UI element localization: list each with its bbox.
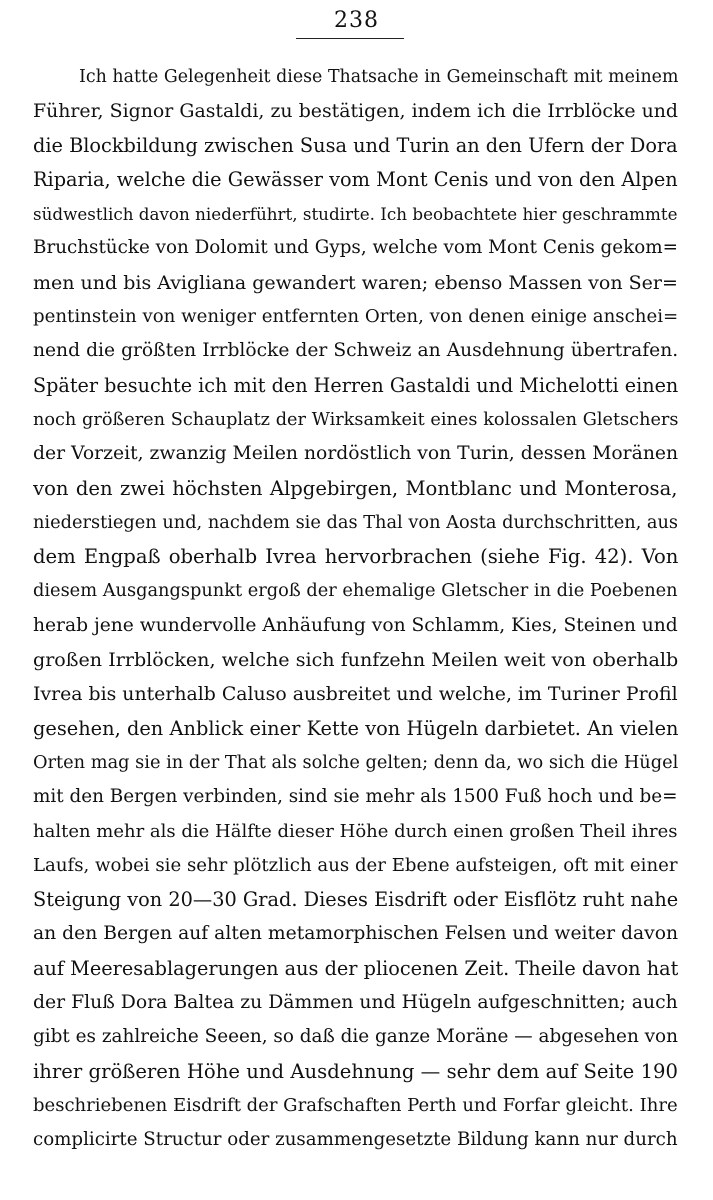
text-line: nend die größten Irrblöcke der Schweiz an Ausdehnung übertrafen. <box>33 340 678 362</box>
page-number: 238 <box>334 8 379 33</box>
text-line: Später besuchte ich mit den Herren Gastaldi und Michelotti einen <box>33 373 678 397</box>
text-line: gesehen, den Anblick einer Kette von Hügeln darbietet. An vielen <box>33 716 678 740</box>
text-line: großen Irrblöcken, welche sich funfzehn Meilen weit von oberhalb <box>33 649 678 672</box>
text-line: Ich hatte Gelegenheit diese Thatsache in Gemeinschaft mit meinem <box>79 67 678 87</box>
text-line: Führer, Signor Gastaldi, zu bestätigen, indem ich die Irrblöcke und <box>33 100 678 123</box>
text-line: gibt es zahlreiche Seeen, so daß die ganze Moräne — abgesehen von <box>33 1026 678 1048</box>
text-line: Riparia, welche die Gewässer vom Mont Cenis und von den Alpen <box>33 167 678 191</box>
text-line: halten mehr als die Hälfte dieser Höhe durch einen großen Theil ihres <box>33 820 678 842</box>
header-rule <box>296 38 404 39</box>
text-line: die Blockbildung zwischen Susa und Turin an den Ufern der Dora <box>33 133 678 157</box>
text-line: men und bis Avigliana gewandert waren; ebenso Massen von Ser= <box>33 271 678 294</box>
text-line: Laufs, wobei sie sehr plötzlich aus der Ebene aufsteigen, oft mit einer <box>33 854 678 876</box>
text-line: pentinstein von weniger entfernten Orten, von denen einige anschei= <box>33 306 678 328</box>
text-line: Bruchstücke von Dolomit und Gyps, welche vom Mont Cenis gekom= <box>33 237 678 259</box>
text-line: complicirte Structur oder zusammengesetzte Bildung kann nur durch <box>33 1129 678 1151</box>
body-text <box>33 60 678 1158</box>
text-line: der Fluß Dora Baltea zu Dämmen und Hügeln aufgeschnitten; auch <box>33 992 678 1014</box>
text-line: an den Bergen auf alten metamorphischen Felsen und weiter davon <box>33 923 678 945</box>
text-line: von den zwei höchsten Alpgebirgen, Montblanc und Monterosa, <box>33 476 678 500</box>
text-line: niederstiegen und, nachdem sie das Thal von Aosta durchschritten, aus <box>33 512 678 533</box>
text-line: südwestlich davon niederführt, studirte. Ich beobachtete hier geschrammte <box>33 204 678 225</box>
text-line: der Vorzeit, zwanzig Meilen nordöstlich von Turin, dessen Moränen <box>33 443 678 465</box>
text-line: auf Meeresablagerungen aus der pliocenen Zeit. Theile davon hat <box>33 956 678 980</box>
text-line: diesem Ausgangspunkt ergoß der ehemalige Gletscher in die Poebenen <box>33 580 678 602</box>
text-line: beschriebenen Eisdrift der Grafschaften Perth und Forfar gleicht. Ihre <box>33 1094 678 1116</box>
text-line: ihrer größeren Höhe und Ausdehnung — sehr dem auf Seite 190 <box>33 1059 678 1083</box>
text-line: noch größeren Schauplatz der Wirksamkeit eines kolossalen Gletschers <box>33 409 678 430</box>
text-line: Orten mag sie in der That als solche gelten; denn da, wo sich die Hügel <box>33 752 678 773</box>
text-line: dem Engpaß oberhalb Ivrea hervorbrachen (siehe Fig. 42). Von <box>33 545 678 569</box>
text-line: Ivrea bis unterhalb Caluso ausbreitet und welche, im Turiner Profil <box>33 683 678 706</box>
text-line: herab jene wundervolle Anhäufung von Schlamm, Kies, Steinen und <box>33 614 678 636</box>
text-line: Steigung von 20—30 Grad. Dieses Eisdrift oder Eisflötz ruht nahe <box>33 888 678 912</box>
text-line: mit den Bergen verbinden, sind sie mehr als 1500 Fuß hoch und be= <box>33 786 678 808</box>
